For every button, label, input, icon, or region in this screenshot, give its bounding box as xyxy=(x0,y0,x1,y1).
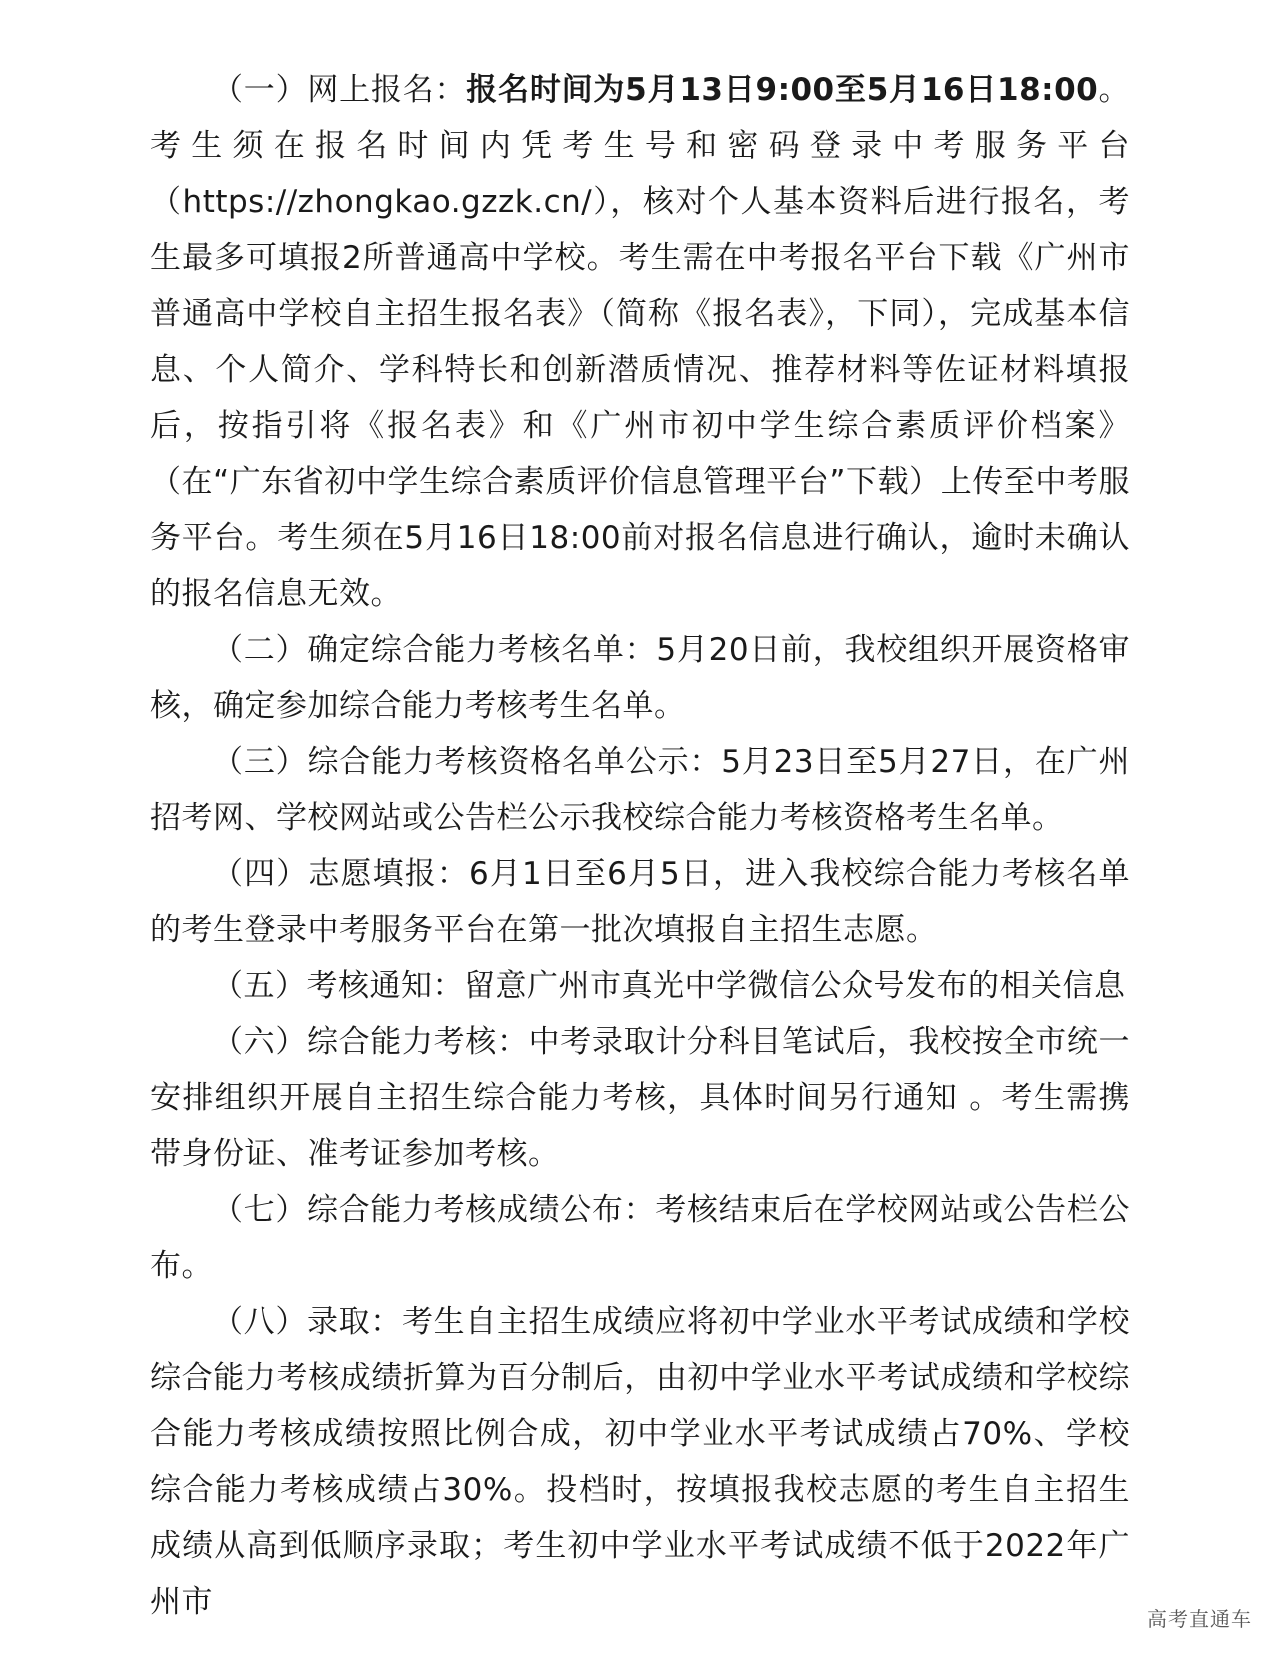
paragraph-admission: （八）录取：考生自主招生成绩应将初中学业水平考试成绩和学校综合能力考核成绩折算为百分制后，由初中学业水平考试成绩和学校综合能力考核成绩按照比例合成，初中学业水平考试成绩占70%、学校综合能力考核成绩占30%。投档时，按填报我校志愿的考生自主招生成绩从高到低顺序录取；考生初中学业水平考试成绩不低于2022年广州市 xyxy=(150,1304,1130,1620)
paragraph-application: （四）志愿填报：6月1日至6月5日，进入我校综合能力考核名单的考生登录中考服务平台在第一批次填报自主招生志愿。 xyxy=(150,856,1130,948)
paragraph-online-registration xyxy=(150,62,1130,622)
registration-time-emphasis: 报名时间为5月13日9:00至5月16日18:00 xyxy=(466,72,1099,108)
paragraph-text: 。考生须在报名时间内凭考生号和密码登录中考服务平台（https://zhongkao.gzzk.cn/），核对个人基本资料后进行报名，考生最多可填报2所普通高中学校。考生需在中考报名平台下载《广州市普通高中学校自主招生报名表》（简称《报名表》，下同），完成基本信息、个人简介、学科特长和创新潜质情况、推荐材料等佐证材料填报后，按指引将《报名表》和《广州市初中学生综合素质评价档案》（在“广东省初中学生综合素质评价信息管理平台”下载）上传至中考服务平台。考生须在5月16日18:00前对报名信息进行确认，逾时未确认的报名信息无效。 xyxy=(150,72,1131,612)
paragraph-lead: （一）网上报名： xyxy=(212,72,467,108)
watermark: 高考直通车 xyxy=(1147,1607,1252,1631)
document-body xyxy=(150,62,1130,1630)
paragraph-assessment-notice: （五）考核通知：留意广州市真光中学微信公众号发布的相关信息 xyxy=(212,968,1126,1004)
paragraph-ability-assessment: （六）综合能力考核：中考录取计分科目笔试后，我校按全市统一安排组织开展自主招生综合能力考核，具体时间另行通知 。考生需携带身份证、准考证参加考核。 xyxy=(150,1024,1130,1172)
paragraph-confirm-list: （二）确定综合能力考核名单：5月20日前，我校组织开展资格审核，确定参加综合能力考核考生名单。 xyxy=(150,632,1130,724)
paragraph-list-publicity: （三）综合能力考核资格名单公示：5月23日至5月27日，在广州招考网、学校网站或公告栏公示我校综合能力考核资格考生名单。 xyxy=(150,744,1130,836)
paragraph-results-publish: （七）综合能力考核成绩公布：考核结束后在学校网站或公告栏公布。 xyxy=(150,1192,1130,1284)
